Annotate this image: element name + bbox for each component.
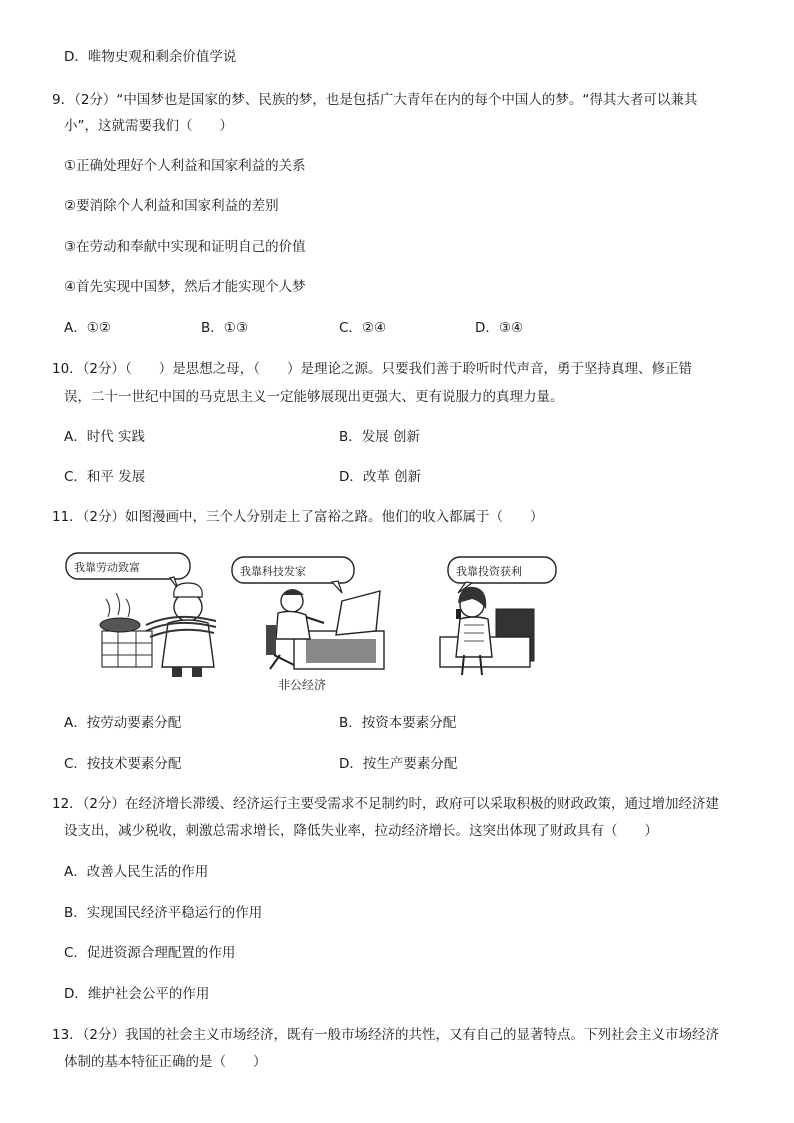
q12-option-b[interactable]: B．实现国民经济平稳运行的作用: [64, 905, 263, 921]
q10-stem-line2: 误，二十一世纪中国的马克思主义一定能够展现出更强大、更有说服力的真理力量。: [64, 389, 564, 405]
q10-stem-line1: 10．（2分）（ ）是思想之母，（ ）是理论之源。只要我们善于聆听时代声音，勇于坚持真理、修正错: [52, 361, 693, 377]
q11-option-b[interactable]: B．按资本要素分配: [339, 715, 457, 731]
q12-option-a[interactable]: A．改善人民生活的作用: [64, 864, 209, 880]
q11-stem: 11．（2分）如图漫画中，三个人分别走上了富裕之路。他们的收入都属于（ ）: [52, 509, 544, 525]
q9-stem-line2: 小”，这就需要我们（ ）: [64, 118, 233, 134]
bubble-tech: 我靠科技发家: [240, 565, 306, 578]
q9-option-a[interactable]: A．①②: [64, 320, 111, 336]
q9-item-1: ①正确处理好个人利益和国家利益的关系: [64, 158, 306, 174]
q11-option-a[interactable]: A．按劳动要素分配: [64, 715, 182, 731]
bubble-labor: 我靠劳动致富: [74, 561, 140, 574]
q9-item-4: ④首先实现中国梦，然后才能实现个人梦: [64, 279, 306, 295]
q9-option-d[interactable]: D．③④: [475, 320, 524, 336]
q13-stem-line2: 体制的基本特征正确的是（ ）: [64, 1054, 267, 1070]
q9-item-3: ③在劳动和奉献中实现和证明自己的价值: [64, 239, 306, 255]
q9-option-b[interactable]: B．①③: [201, 320, 248, 336]
q12-stem-line2: 设支出，减少税收，刺激总需求增长，降低失业率，拉动经济增长。这突出体现了财政具有（ ）: [64, 823, 658, 839]
q11-option-c[interactable]: C．按技术要素分配: [64, 756, 182, 772]
q11-cartoon: [60, 545, 560, 695]
q10-option-d[interactable]: D．改革 创新: [339, 469, 422, 485]
cartoon-caption: 非公经济: [278, 678, 327, 692]
q10-option-c[interactable]: C．和平 发展: [64, 469, 146, 485]
bubble-investor: 我靠投资获利: [456, 565, 522, 578]
q10-option-b[interactable]: B．发展 创新: [339, 429, 421, 445]
q12-option-c[interactable]: C．促进资源合理配置的作用: [64, 945, 236, 961]
q9-item-2: ②要消除个人利益和国家利益的差别: [64, 198, 279, 214]
q12-option-d[interactable]: D．维护社会公平的作用: [64, 986, 210, 1002]
q8-option-d: D．唯物史观和剩余价值学说: [64, 49, 237, 65]
q9-option-c[interactable]: C．②④: [339, 320, 387, 336]
investor-figure: [440, 557, 556, 675]
q12-stem-line1: 12．（2分）在经济增长滞缓、经济运行主要受需求不足制约时，政府可以采取积极的财政政策，通过增加经济建: [52, 796, 720, 812]
q13-stem-line1: 13．（2分）我国的社会主义市场经济，既有一般市场经济的共性，又有自己的显著特点。下列社会主义市场经济: [52, 1027, 720, 1043]
labor-figure: [66, 553, 216, 677]
q9-stem-line1: 9．（2分）“中国梦也是国家的梦、民族的梦，也是包括广大青年在内的每个中国人的梦。“得其大者可以兼其: [52, 92, 698, 108]
q10-option-a[interactable]: A．时代 实践: [64, 429, 146, 445]
q11-option-d[interactable]: D．按生产要素分配: [339, 756, 458, 772]
tech-figure: [232, 557, 384, 692]
